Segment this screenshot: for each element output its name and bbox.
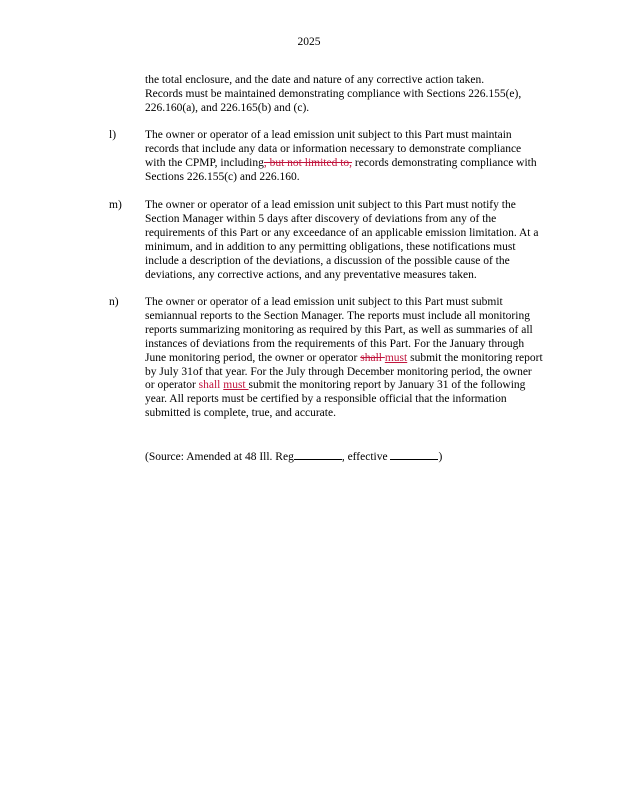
item-n-inserted-must: must: [384, 351, 408, 364]
item-l-deleted-text: , but not limited to,: [263, 156, 353, 169]
item-l-text: The owner or operator of a lead emission unit subject to this Part must maintain records that include any data or information necessary to demonstrate compliance with the CPMP, including: [145, 129, 522, 169]
intro-paragraph: [145, 74, 543, 116]
source-note: [145, 449, 543, 465]
item-n-inserted-must-2: must: [223, 379, 249, 392]
item-n-label: n): [109, 296, 119, 308]
register-blank: [294, 449, 342, 460]
item-n-paragraph: [145, 296, 543, 421]
item-l-paragraph: [145, 129, 543, 185]
item-l-label: l): [109, 129, 117, 141]
item-m-label: m): [109, 199, 122, 211]
item-n-text: The owner or operator of a lead emission unit subject to this Part must submit semiannual reports to the Section Manager. The reports must include all monitoring reports summarizing monitoring as required by this Part, as well as summaries of all instances of deviations from the requirements of this Part. For the January through June monitoring period, the owner or operator: [145, 296, 533, 364]
effective-date-blank: [390, 449, 438, 460]
source-middle: , effective: [341, 451, 391, 463]
item-l-text-end: records demonstrating compliance with Sections 226.155(c) and 226.160.: [145, 156, 537, 183]
item-n-text-end: submit the monitoring report by January 31 of the following year. All reports must be certified by a responsible official that the information submitted is complete, true, and accurate.: [145, 379, 526, 420]
source-prefix: (Source: Amended at 48 Ill. Reg: [145, 451, 294, 463]
item-n-deleted-shall: shall: [360, 351, 385, 364]
source-suffix: ): [438, 451, 443, 463]
intro-line: Records must be maintained demonstrating compliance with Sections 226.155(e),: [145, 87, 522, 100]
item-n-text-mid: submit the monitoring report by July 31of that year. For the July through December monitoring period, the owner or operator: [145, 351, 543, 392]
item-n-shall-red: shall: [198, 379, 221, 392]
page-number: 2025: [297, 36, 321, 48]
intro-line: the total enclosure, and the date and nature of any corrective action taken.: [145, 74, 485, 86]
item-m-paragraph: The owner or operator of a lead emission unit subject to this Part must notify the Section Manager within 5 days after discovery of deviations from any of the requirements of this Part or any exceedance of an applicable emission limitation. At a minimum, and in addition to any permitting obligations, these notifications must include a description of the deviations, a discussion of the possible cause of the deviations, any corrective actions, and any preventative measures taken.: [145, 199, 539, 281]
intro-line: 226.160(a), and 226.165(b) and (c).: [145, 101, 310, 114]
